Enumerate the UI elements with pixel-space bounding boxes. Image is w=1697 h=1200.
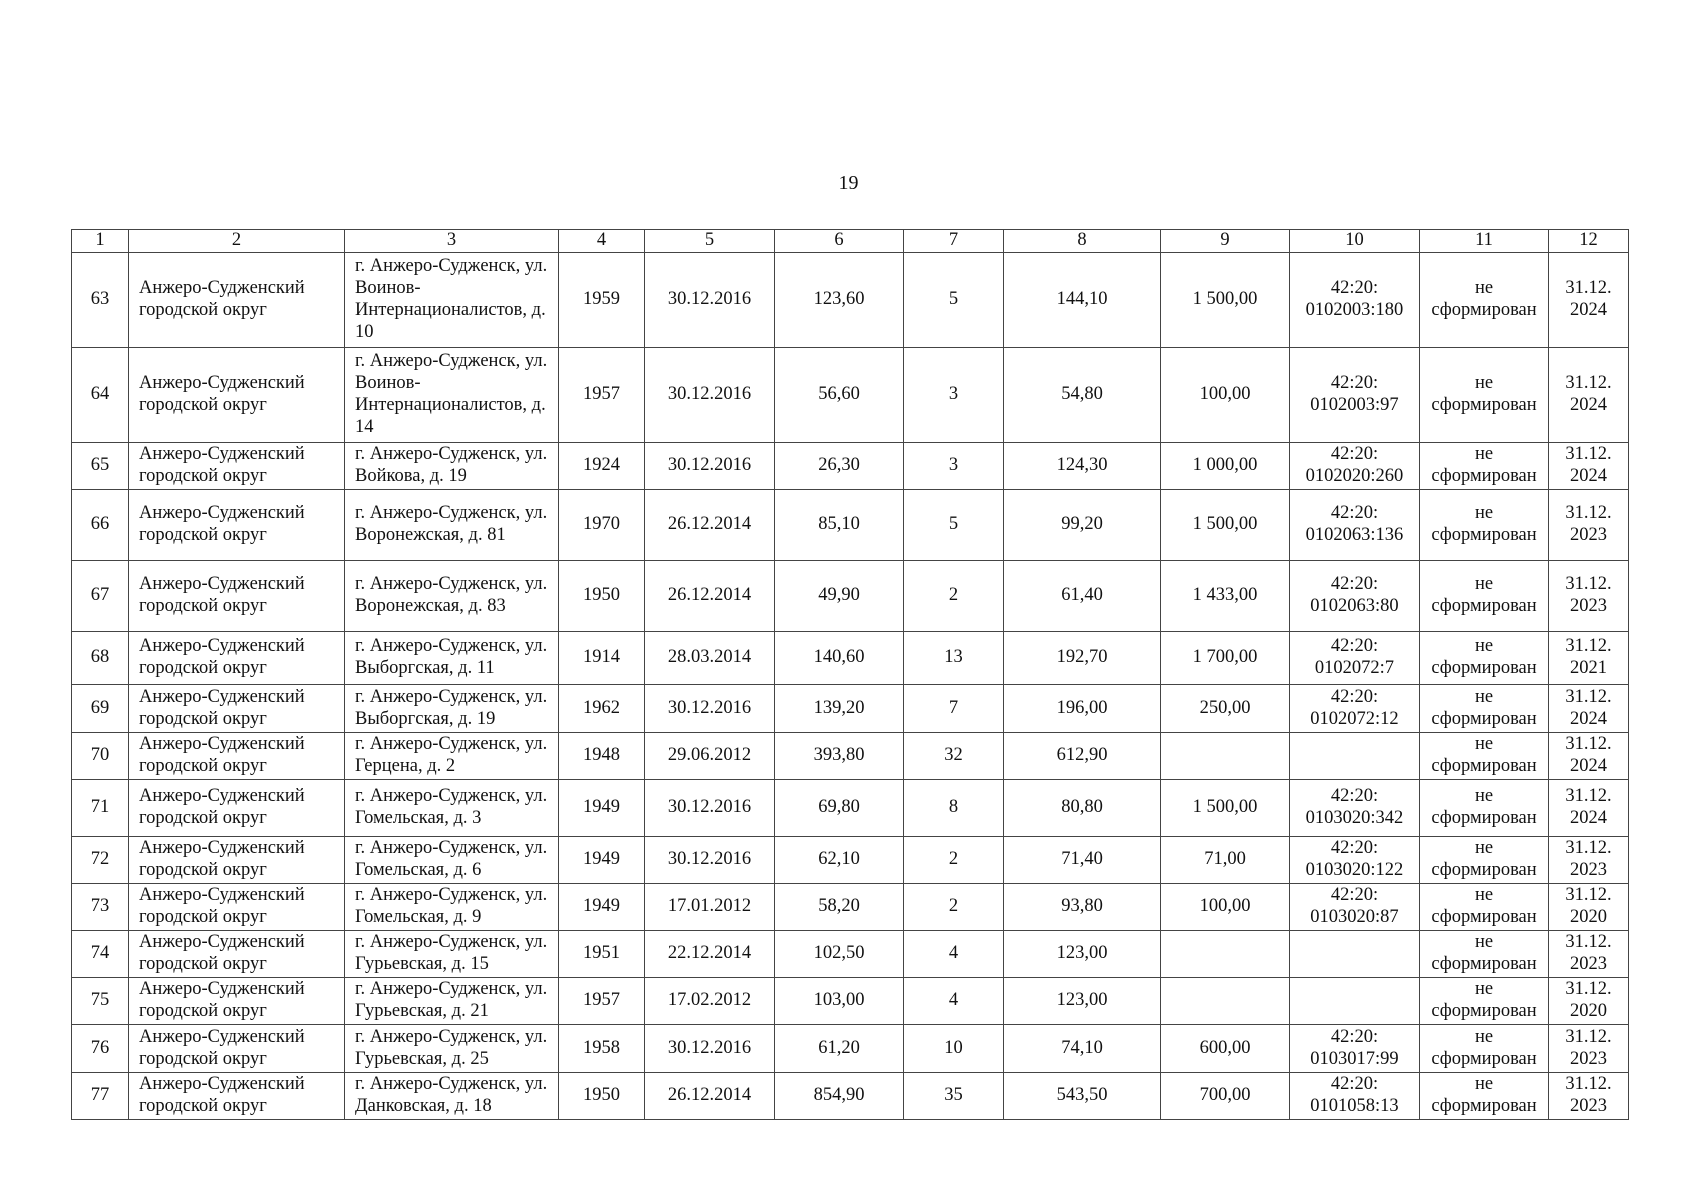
area-cell: 139,20: [775, 685, 904, 733]
cadastral-number-cell: 42:20: 0103020:342: [1290, 780, 1420, 837]
district-cell: Анжеро-Судженский городской округ: [129, 1073, 345, 1120]
deadline-cell: 31.12. 2020: [1549, 884, 1629, 931]
area-cell: 103,00: [775, 978, 904, 1025]
address-cell: г. Анжеро-Судженск, ул. Войкова, д. 19: [345, 443, 559, 490]
value-cell: [1161, 733, 1290, 780]
year-cell: 1949: [559, 780, 645, 837]
table-row: [72, 1073, 1629, 1120]
date-cell: 30.12.2016: [645, 253, 775, 348]
status-cell: не сформирован: [1420, 931, 1549, 978]
district-cell: Анжеро-Судженский городской округ: [129, 632, 345, 685]
year-cell: 1950: [559, 1073, 645, 1120]
table-row: [72, 632, 1629, 685]
year-cell: 1949: [559, 837, 645, 884]
date-cell: 30.12.2016: [645, 780, 775, 837]
cadastral-number-cell: 42:20: 0102072:7: [1290, 632, 1420, 685]
value-cell: 1 000,00: [1161, 443, 1290, 490]
year-cell: 1914: [559, 632, 645, 685]
area2-cell: 93,80: [1004, 884, 1161, 931]
district-cell: Анжеро-Судженский городской округ: [129, 561, 345, 632]
value-cell: 1 500,00: [1161, 780, 1290, 837]
date-cell: 29.06.2012: [645, 733, 775, 780]
status-cell: не сформирован: [1420, 884, 1549, 931]
date-cell: 30.12.2016: [645, 348, 775, 443]
deadline-cell: 31.12. 2020: [1549, 978, 1629, 1025]
area-cell: 56,60: [775, 348, 904, 443]
column-number: 11: [1420, 230, 1549, 253]
date-cell: 30.12.2016: [645, 443, 775, 490]
status-cell: не сформирован: [1420, 1073, 1549, 1120]
status-cell: не сформирован: [1420, 490, 1549, 561]
area2-cell: 144,10: [1004, 253, 1161, 348]
year-cell: 1962: [559, 685, 645, 733]
column-number: 3: [345, 230, 559, 253]
cadastral-number-cell: 42:20: 0103020:122: [1290, 837, 1420, 884]
value-cell: 250,00: [1161, 685, 1290, 733]
deadline-cell: 31.12. 2024: [1549, 348, 1629, 443]
year-cell: 1949: [559, 884, 645, 931]
column-number: 10: [1290, 230, 1420, 253]
area2-cell: 123,00: [1004, 931, 1161, 978]
date-cell: 22.12.2014: [645, 931, 775, 978]
date-cell: 30.12.2016: [645, 837, 775, 884]
year-cell: 1948: [559, 733, 645, 780]
table-row: [72, 348, 1629, 443]
status-cell: не сформирован: [1420, 837, 1549, 884]
cadastral-number-cell: [1290, 978, 1420, 1025]
date-cell: 26.12.2014: [645, 490, 775, 561]
status-cell: не сформирован: [1420, 253, 1549, 348]
area2-cell: 80,80: [1004, 780, 1161, 837]
area2-cell: 99,20: [1004, 490, 1161, 561]
cadastral-number-cell: 42:20: 0103017:99: [1290, 1025, 1420, 1073]
value-cell: 700,00: [1161, 1073, 1290, 1120]
status-cell: не сформирован: [1420, 632, 1549, 685]
year-cell: 1950: [559, 561, 645, 632]
table-row: [72, 685, 1629, 733]
deadline-cell: 31.12. 2023: [1549, 1025, 1629, 1073]
year-cell: 1957: [559, 978, 645, 1025]
count-cell: 4: [904, 931, 1004, 978]
count-cell: 2: [904, 837, 1004, 884]
value-cell: 100,00: [1161, 348, 1290, 443]
table-row: [72, 253, 1629, 348]
count-cell: 4: [904, 978, 1004, 1025]
cadastral-number-cell: 42:20: 0102003:97: [1290, 348, 1420, 443]
table-row: [72, 780, 1629, 837]
count-cell: 2: [904, 561, 1004, 632]
value-cell: 1 500,00: [1161, 253, 1290, 348]
year-cell: 1924: [559, 443, 645, 490]
row-number-cell: 75: [72, 978, 129, 1025]
table-row: [72, 978, 1629, 1025]
status-cell: не сформирован: [1420, 733, 1549, 780]
area-cell: 102,50: [775, 931, 904, 978]
row-number-cell: 66: [72, 490, 129, 561]
year-cell: 1970: [559, 490, 645, 561]
value-cell: 1 433,00: [1161, 561, 1290, 632]
column-number: 4: [559, 230, 645, 253]
row-number-cell: 72: [72, 837, 129, 884]
deadline-cell: 31.12. 2023: [1549, 561, 1629, 632]
value-cell: 1 500,00: [1161, 490, 1290, 561]
area-cell: 58,20: [775, 884, 904, 931]
column-number: 8: [1004, 230, 1161, 253]
status-cell: не сформирован: [1420, 561, 1549, 632]
deadline-cell: 31.12. 2023: [1549, 931, 1629, 978]
district-cell: Анжеро-Судженский городской округ: [129, 348, 345, 443]
district-cell: Анжеро-Судженский городской округ: [129, 1025, 345, 1073]
table-row: [72, 931, 1629, 978]
cadastral-number-cell: [1290, 733, 1420, 780]
date-cell: 17.01.2012: [645, 884, 775, 931]
count-cell: 10: [904, 1025, 1004, 1073]
column-number: 6: [775, 230, 904, 253]
address-cell: г. Анжеро-Судженск, ул. Выборгская, д. 11: [345, 632, 559, 685]
housing-registry-table: [71, 229, 1629, 1120]
area2-cell: 192,70: [1004, 632, 1161, 685]
year-cell: 1957: [559, 348, 645, 443]
deadline-cell: 31.12. 2023: [1549, 837, 1629, 884]
address-cell: г. Анжеро-Судженск, ул. Воронежская, д. 81: [345, 490, 559, 561]
address-cell: г. Анжеро-Судженск, ул. Герцена, д. 2: [345, 733, 559, 780]
row-number-cell: 70: [72, 733, 129, 780]
district-cell: Анжеро-Судженский городской округ: [129, 253, 345, 348]
date-cell: 30.12.2016: [645, 685, 775, 733]
cadastral-number-cell: 42:20: 0102063:136: [1290, 490, 1420, 561]
district-cell: Анжеро-Судженский городской округ: [129, 685, 345, 733]
table-row: [72, 837, 1629, 884]
date-cell: 17.02.2012: [645, 978, 775, 1025]
cadastral-number-cell: 42:20: 0102003:180: [1290, 253, 1420, 348]
address-cell: г. Анжеро-Судженск, ул. Воинов-Интернационалистов, д. 14: [345, 348, 559, 443]
count-cell: 7: [904, 685, 1004, 733]
area-cell: 26,30: [775, 443, 904, 490]
district-cell: Анжеро-Судженский городской округ: [129, 490, 345, 561]
area2-cell: 71,40: [1004, 837, 1161, 884]
row-number-cell: 74: [72, 931, 129, 978]
deadline-cell: 31.12. 2024: [1549, 253, 1629, 348]
table-row: [72, 1025, 1629, 1073]
row-number-cell: 65: [72, 443, 129, 490]
column-number: 12: [1549, 230, 1629, 253]
area2-cell: 612,90: [1004, 733, 1161, 780]
area-cell: 393,80: [775, 733, 904, 780]
row-number-cell: 63: [72, 253, 129, 348]
count-cell: 3: [904, 348, 1004, 443]
date-cell: 26.12.2014: [645, 1073, 775, 1120]
district-cell: Анжеро-Судженский городской округ: [129, 443, 345, 490]
status-cell: не сформирован: [1420, 780, 1549, 837]
value-cell: [1161, 978, 1290, 1025]
date-cell: 30.12.2016: [645, 1025, 775, 1073]
count-cell: 5: [904, 253, 1004, 348]
address-cell: г. Анжеро-Судженск, ул. Гомельская, д. 6: [345, 837, 559, 884]
row-number-cell: 67: [72, 561, 129, 632]
area-cell: 85,10: [775, 490, 904, 561]
count-cell: 3: [904, 443, 1004, 490]
value-cell: 100,00: [1161, 884, 1290, 931]
row-number-cell: 71: [72, 780, 129, 837]
address-cell: г. Анжеро-Судженск, ул. Гурьевская, д. 15: [345, 931, 559, 978]
address-cell: г. Анжеро-Судженск, ул. Воронежская, д. 83: [345, 561, 559, 632]
district-cell: Анжеро-Судженский городской округ: [129, 780, 345, 837]
area2-cell: 74,10: [1004, 1025, 1161, 1073]
count-cell: 13: [904, 632, 1004, 685]
area-cell: 69,80: [775, 780, 904, 837]
cadastral-number-cell: 42:20: 0102072:12: [1290, 685, 1420, 733]
table-row: [72, 884, 1629, 931]
deadline-cell: 31.12. 2024: [1549, 733, 1629, 780]
row-number-cell: 77: [72, 1073, 129, 1120]
date-cell: 26.12.2014: [645, 561, 775, 632]
cadastral-number-cell: [1290, 931, 1420, 978]
status-cell: не сформирован: [1420, 443, 1549, 490]
area2-cell: 124,30: [1004, 443, 1161, 490]
cadastral-number-cell: 42:20: 0102020:260: [1290, 443, 1420, 490]
address-cell: г. Анжеро-Судженск, ул. Гурьевская, д. 21: [345, 978, 559, 1025]
status-cell: не сформирован: [1420, 1025, 1549, 1073]
district-cell: Анжеро-Судженский городской округ: [129, 733, 345, 780]
area2-cell: 196,00: [1004, 685, 1161, 733]
date-cell: 28.03.2014: [645, 632, 775, 685]
year-cell: 1958: [559, 1025, 645, 1073]
count-cell: 8: [904, 780, 1004, 837]
district-cell: Анжеро-Судженский городской округ: [129, 837, 345, 884]
year-cell: 1951: [559, 931, 645, 978]
district-cell: Анжеро-Судженский городской округ: [129, 978, 345, 1025]
deadline-cell: 31.12. 2024: [1549, 685, 1629, 733]
address-cell: г. Анжеро-Судженск, ул. Гомельская, д. 3: [345, 780, 559, 837]
status-cell: не сформирован: [1420, 685, 1549, 733]
table-row: [72, 561, 1629, 632]
cadastral-number-cell: 42:20: 0103020:87: [1290, 884, 1420, 931]
row-number-cell: 73: [72, 884, 129, 931]
address-cell: г. Анжеро-Судженск, ул. Гурьевская, д. 25: [345, 1025, 559, 1073]
deadline-cell: 31.12. 2024: [1549, 780, 1629, 837]
district-cell: Анжеро-Судженский городской округ: [129, 884, 345, 931]
area-cell: 854,90: [775, 1073, 904, 1120]
column-number-row: [72, 230, 1629, 253]
status-cell: не сформирован: [1420, 348, 1549, 443]
address-cell: г. Анжеро-Судженск, ул. Выборгская, д. 19: [345, 685, 559, 733]
row-number-cell: 69: [72, 685, 129, 733]
count-cell: 2: [904, 884, 1004, 931]
column-number: 2: [129, 230, 345, 253]
row-number-cell: 68: [72, 632, 129, 685]
area2-cell: 123,00: [1004, 978, 1161, 1025]
area2-cell: 54,80: [1004, 348, 1161, 443]
area-cell: 140,60: [775, 632, 904, 685]
cadastral-number-cell: 42:20: 0101058:13: [1290, 1073, 1420, 1120]
district-cell: Анжеро-Судженский городской округ: [129, 931, 345, 978]
deadline-cell: 31.12. 2021: [1549, 632, 1629, 685]
address-cell: г. Анжеро-Судженск, ул. Воинов-Интернационалистов, д. 10: [345, 253, 559, 348]
table-row: [72, 490, 1629, 561]
address-cell: г. Анжеро-Судженск, ул. Гомельская, д. 9: [345, 884, 559, 931]
count-cell: 5: [904, 490, 1004, 561]
area-cell: 123,60: [775, 253, 904, 348]
status-cell: не сформирован: [1420, 978, 1549, 1025]
area-cell: 62,10: [775, 837, 904, 884]
value-cell: [1161, 931, 1290, 978]
year-cell: 1959: [559, 253, 645, 348]
column-number: 7: [904, 230, 1004, 253]
table-row: [72, 443, 1629, 490]
deadline-cell: 31.12. 2024: [1549, 443, 1629, 490]
row-number-cell: 64: [72, 348, 129, 443]
column-number: 9: [1161, 230, 1290, 253]
area-cell: 49,90: [775, 561, 904, 632]
table-row: [72, 733, 1629, 780]
value-cell: 1 700,00: [1161, 632, 1290, 685]
cadastral-number-cell: 42:20: 0102063:80: [1290, 561, 1420, 632]
row-number-cell: 76: [72, 1025, 129, 1073]
value-cell: 600,00: [1161, 1025, 1290, 1073]
address-cell: г. Анжеро-Судженск, ул. Данковская, д. 18: [345, 1073, 559, 1120]
deadline-cell: 31.12. 2023: [1549, 490, 1629, 561]
area2-cell: 61,40: [1004, 561, 1161, 632]
page-number: 19: [838, 172, 859, 194]
count-cell: 35: [904, 1073, 1004, 1120]
value-cell: 71,00: [1161, 837, 1290, 884]
column-number: 5: [645, 230, 775, 253]
area-cell: 61,20: [775, 1025, 904, 1073]
area2-cell: 543,50: [1004, 1073, 1161, 1120]
deadline-cell: 31.12. 2023: [1549, 1073, 1629, 1120]
column-number: 1: [72, 230, 129, 253]
count-cell: 32: [904, 733, 1004, 780]
